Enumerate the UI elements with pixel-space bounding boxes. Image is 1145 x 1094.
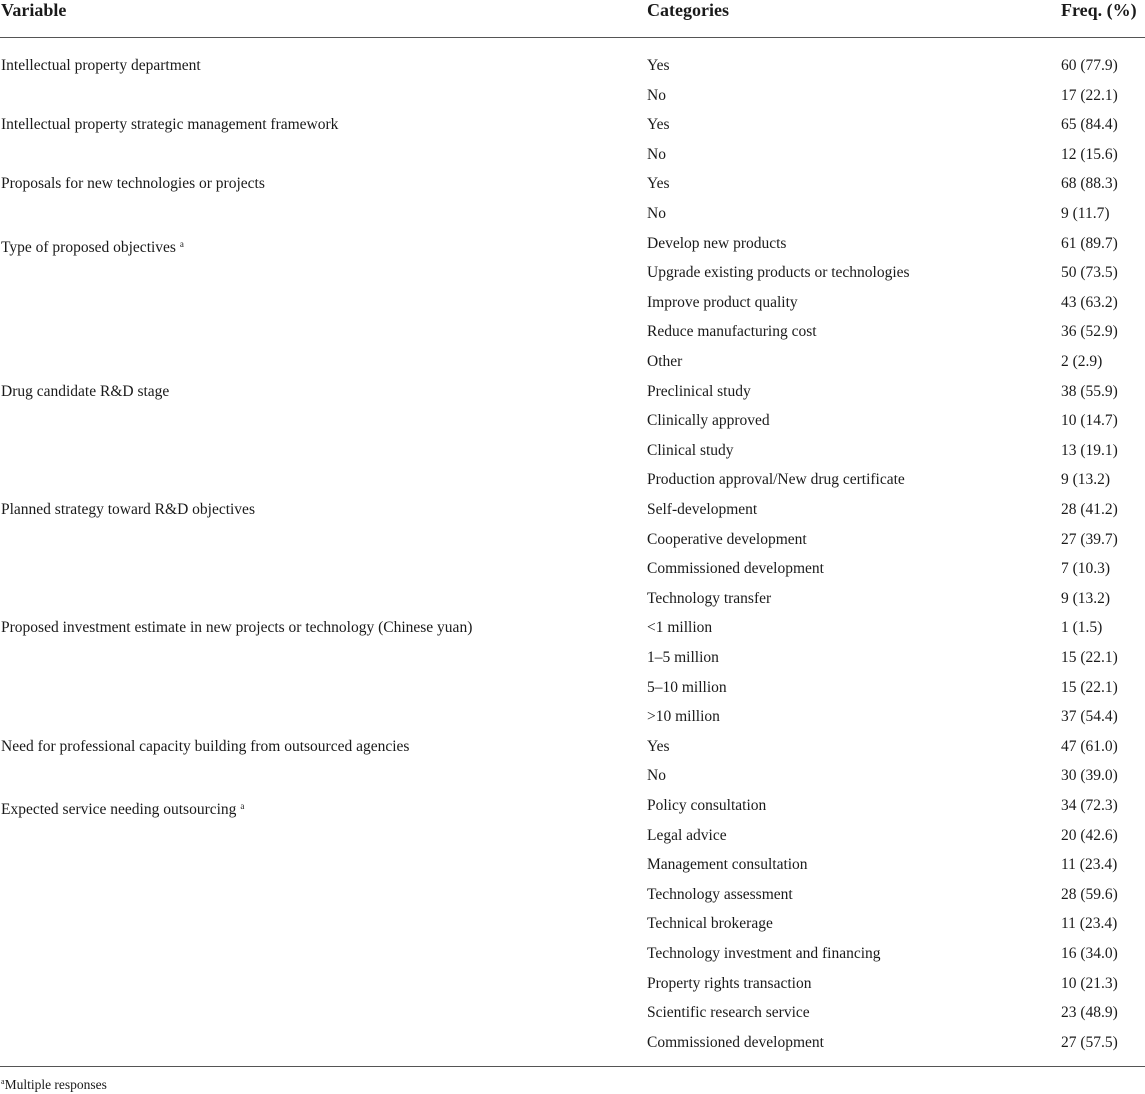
bottom-rule [0, 1066, 1145, 1067]
table-row [0, 293, 1145, 323]
header-variable: Variable [1, 0, 67, 20]
table-row [0, 234, 1145, 264]
freq-cell-text: 17 (22.1) [1061, 86, 1118, 104]
table-row [0, 470, 1145, 500]
variable-cell [1, 56, 201, 76]
variable-cell-text: Expected service needing outsourcing [1, 801, 237, 818]
category-cell-text: Technology transfer [647, 589, 772, 607]
freq-cell [1061, 944, 1118, 964]
freq-cell [1061, 441, 1118, 461]
category-cell [647, 1033, 824, 1053]
freq-cell [1061, 322, 1118, 342]
freq-cell-text: 10 (21.3) [1061, 974, 1118, 992]
table-row [0, 441, 1145, 471]
table-row [0, 618, 1145, 648]
freq-cell [1061, 470, 1110, 490]
table-row [0, 855, 1145, 885]
category-cell [647, 86, 666, 106]
table-row [0, 914, 1145, 944]
freq-cell [1061, 500, 1118, 520]
table-row [0, 263, 1145, 293]
freq-cell [1061, 707, 1118, 727]
freq-cell-text: 37 (54.4) [1061, 708, 1118, 726]
table-header [0, 0, 1145, 38]
variable-cell-text: Intellectual property strategic management framework [1, 116, 339, 134]
freq-cell [1061, 766, 1118, 786]
table-row [0, 796, 1145, 826]
category-cell-text: Scientific research service [647, 1004, 810, 1022]
freq-cell-text: 20 (42.6) [1061, 826, 1118, 844]
freq-cell [1061, 885, 1118, 905]
footnote [1, 1073, 107, 1094]
category-cell [647, 530, 807, 550]
variable-cell [1, 382, 169, 402]
freq-cell-text: 16 (34.0) [1061, 945, 1118, 962]
freq-cell [1061, 618, 1102, 638]
category-cell [647, 234, 786, 254]
category-cell [647, 293, 798, 313]
freq-cell [1061, 914, 1117, 934]
table-row [0, 885, 1145, 915]
category-cell-text: Technical brokerage [647, 915, 773, 933]
table-row [0, 648, 1145, 678]
freq-cell [1061, 293, 1118, 313]
category-cell [647, 826, 727, 846]
freq-cell [1061, 855, 1117, 875]
freq-cell-text: 11 (23.4) [1061, 856, 1118, 874]
category-cell [647, 174, 670, 194]
category-cell-text: <1 million [647, 619, 713, 637]
footnote-text: Multiple responses [4, 1077, 107, 1092]
freq-cell-text: 12 (15.6) [1061, 145, 1118, 163]
category-cell [647, 263, 910, 283]
category-cell-text: No [647, 767, 666, 785]
freq-cell-text: 1 (1.5) [1061, 619, 1103, 637]
freq-cell [1061, 737, 1118, 757]
freq-cell-text: 28 (59.6) [1061, 885, 1118, 903]
table-row [0, 145, 1145, 175]
table-row [0, 174, 1145, 204]
category-cell [647, 1003, 810, 1023]
category-cell [647, 796, 766, 816]
table-row [0, 766, 1145, 796]
category-cell-text: Reduce manufacturing cost [647, 323, 817, 341]
variable-cell-text: Type of proposed objectives [1, 238, 176, 256]
category-cell [647, 411, 770, 431]
table-row [0, 944, 1145, 974]
freq-cell [1061, 1033, 1118, 1053]
freq-cell-text: 7 (10.3) [1061, 560, 1111, 578]
category-cell [647, 648, 719, 668]
variable-cell-text: Planned strategy toward R&D objectives [1, 501, 255, 518]
category-cell [647, 974, 811, 994]
freq-cell-text: 38 (55.9) [1061, 382, 1118, 400]
table-row [0, 589, 1145, 619]
category-cell-text: Management consultation [647, 856, 808, 874]
freq-cell-text: 10 (14.7) [1061, 412, 1118, 430]
freq-cell [1061, 796, 1118, 816]
table-row [0, 826, 1145, 856]
table-row [0, 382, 1145, 412]
category-cell [647, 618, 712, 638]
variable-cell-text: Proposals for new technologies or projects [1, 175, 265, 193]
table-row [0, 737, 1145, 767]
table-row [0, 974, 1145, 1004]
variable-cell-text: Intellectual property department [1, 57, 201, 74]
freq-cell-text: 9 (11.7) [1061, 205, 1110, 222]
variable-cell-text: Proposed investment estimate in new projects or technology (Chinese yuan) [1, 619, 473, 637]
variable-cell [1, 737, 409, 757]
category-cell [647, 204, 666, 224]
category-cell-text: >10 million [647, 708, 720, 726]
freq-cell-text: 15 (22.1) [1061, 649, 1118, 666]
freq-cell-text: 9 (13.2) [1061, 589, 1111, 607]
category-cell [647, 352, 682, 372]
freq-cell [1061, 411, 1118, 431]
variable-cell [1, 500, 255, 520]
category-cell-text: Self-development [647, 501, 758, 518]
freq-cell [1061, 1003, 1118, 1023]
category-cell-text: Technology investment and financing [647, 945, 881, 962]
freq-cell-text: 2 (2.9) [1061, 353, 1103, 370]
category-cell-text: Develop new products [647, 234, 787, 252]
header-rule [0, 37, 1145, 38]
category-cell-text: Yes [647, 175, 670, 193]
freq-cell [1061, 352, 1102, 372]
freq-cell-text: 27 (57.5) [1061, 1033, 1118, 1051]
freq-cell-text: 61 (89.7) [1061, 234, 1118, 252]
category-cell-text: No [647, 86, 666, 104]
freq-cell [1061, 115, 1118, 135]
category-cell [647, 145, 666, 165]
variable-cell-text: Need for professional capacity building from outsourced agencies [1, 737, 410, 755]
category-cell-text: Upgrade existing products or technologies [647, 264, 910, 282]
table-row [0, 678, 1145, 708]
variable-cell [1, 618, 472, 638]
category-cell-text: Clinical study [647, 441, 734, 459]
footnote-ref: a [179, 238, 184, 249]
category-cell-text: Other [647, 353, 683, 370]
table-row [0, 1033, 1145, 1063]
freq-cell [1061, 86, 1118, 106]
category-cell [647, 500, 757, 520]
category-cell-text: No [647, 205, 666, 222]
category-cell [647, 56, 670, 76]
variable-cell [1, 115, 338, 135]
category-cell-text: Yes [647, 116, 670, 134]
freq-cell [1061, 204, 1110, 224]
freq-cell [1061, 678, 1118, 698]
category-cell [647, 944, 881, 964]
table-row [0, 115, 1145, 145]
category-cell-text: Commissioned development [647, 560, 824, 578]
freq-cell-text: 15 (22.1) [1061, 678, 1118, 696]
footnote-ref: a [240, 801, 245, 811]
freq-cell [1061, 56, 1118, 76]
category-cell-text: Production approval/New drug certificate [647, 471, 905, 489]
category-cell [647, 855, 808, 875]
freq-cell-text: 28 (41.2) [1061, 501, 1118, 518]
category-cell [647, 766, 666, 786]
freq-cell [1061, 234, 1118, 254]
freq-cell-text: 65 (84.4) [1061, 116, 1118, 134]
category-cell-text: Technology assessment [647, 885, 793, 903]
freq-cell-text: 34 (72.3) [1061, 797, 1118, 814]
category-cell-text: Yes [647, 57, 670, 74]
table-row [0, 1003, 1145, 1033]
header-freq: Freq. (%) [1061, 0, 1137, 20]
category-cell [647, 322, 817, 342]
freq-cell-text: 13 (19.1) [1061, 441, 1118, 459]
freq-cell [1061, 382, 1118, 402]
category-cell [647, 441, 734, 461]
category-cell-text: Property rights transaction [647, 974, 812, 992]
category-cell-text: Cooperative development [647, 530, 807, 548]
table-row [0, 204, 1145, 234]
footnote-mark: a [1, 1077, 5, 1086]
freq-cell [1061, 174, 1118, 194]
category-cell [647, 559, 824, 579]
table-row [0, 86, 1145, 116]
freq-cell [1061, 530, 1118, 550]
freq-cell-text: 36 (52.9) [1061, 323, 1118, 341]
table-row [0, 559, 1145, 589]
freq-cell-text: 43 (63.2) [1061, 293, 1118, 311]
table-row [0, 500, 1145, 530]
table-row [0, 352, 1145, 382]
variable-cell [1, 234, 184, 258]
freq-cell-text: 47 (61.0) [1061, 737, 1118, 755]
category-cell [647, 707, 720, 727]
category-cell [647, 678, 727, 698]
category-cell [647, 470, 905, 490]
table-row [0, 411, 1145, 441]
category-cell-text: 5–10 million [647, 678, 727, 696]
freq-cell-text: 9 (13.2) [1061, 471, 1111, 489]
freq-cell [1061, 145, 1118, 165]
freq-cell-text: 11 (23.4) [1061, 915, 1118, 933]
freq-cell-text: 30 (39.0) [1061, 767, 1118, 785]
freq-cell [1061, 559, 1110, 579]
freq-cell-text: 60 (77.9) [1061, 57, 1118, 74]
table-row [0, 322, 1145, 352]
category-cell [647, 914, 773, 934]
table-row [0, 56, 1145, 86]
freq-cell-text: 68 (88.3) [1061, 175, 1118, 193]
category-cell-text: Yes [647, 737, 670, 755]
freq-cell [1061, 589, 1110, 609]
freq-cell [1061, 263, 1118, 283]
category-cell [647, 115, 670, 135]
variable-cell-text: Drug candidate R&D stage [1, 382, 170, 400]
freq-cell-text: 50 (73.5) [1061, 264, 1118, 282]
table-row [0, 530, 1145, 560]
freq-cell [1061, 648, 1118, 668]
freq-cell [1061, 974, 1118, 994]
category-cell-text: Commissioned development [647, 1033, 824, 1051]
category-cell [647, 589, 771, 609]
table-row [0, 707, 1145, 737]
category-cell [647, 885, 793, 905]
freq-cell-text: 23 (48.9) [1061, 1004, 1118, 1022]
category-cell-text: No [647, 145, 666, 163]
category-cell-text: Legal advice [647, 826, 727, 844]
category-cell [647, 737, 670, 757]
variable-cell [1, 174, 265, 194]
category-cell-text: Preclinical study [647, 382, 751, 400]
category-cell-text: Improve product quality [647, 293, 798, 311]
category-cell-text: Policy consultation [647, 797, 767, 814]
category-cell [647, 382, 751, 402]
header-categories: Categories [647, 0, 729, 20]
category-cell-text: Clinically approved [647, 412, 770, 430]
variable-cell [1, 796, 244, 820]
category-cell-text: 1–5 million [647, 649, 719, 666]
freq-cell [1061, 826, 1118, 846]
freq-cell-text: 27 (39.7) [1061, 530, 1118, 548]
